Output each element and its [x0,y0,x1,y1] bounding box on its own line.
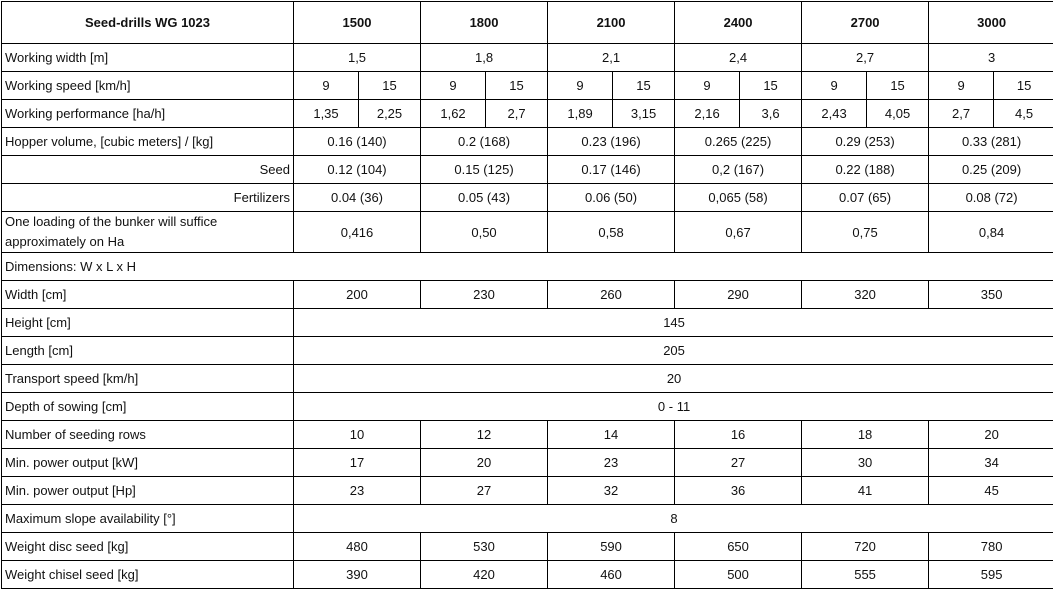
specification-table [1,1,1053,589]
row-label: One loading of the bunker will suffice approximately on Ha [2,212,294,253]
row-label: Min. power output [kW] [2,449,294,477]
cell: 0.23 (196) [548,128,675,156]
cell: 9 [675,72,740,100]
width-row [2,281,1053,309]
seed-row [2,156,1053,184]
cell: 350 [929,281,1053,309]
working-speed-row [2,72,1053,100]
cell: 2,7 [802,44,929,72]
cell: 3,15 [613,100,675,128]
cell: 290 [675,281,802,309]
cell: 200 [294,281,421,309]
section-heading: Dimensions: W x L x H [2,253,1053,281]
cell: 15 [740,72,802,100]
cell: 1,5 [294,44,421,72]
cell: 2,1 [548,44,675,72]
cell: 0.2 (168) [421,128,548,156]
cell: 0.265 (225) [675,128,802,156]
cell: 1,8 [421,44,548,72]
cell: 34 [929,449,1053,477]
cell: 4,5 [994,100,1053,128]
model-2400-header: 2400 [675,2,802,44]
model-1500-header: 1500 [294,2,421,44]
cell: 0,58 [548,212,675,253]
cell: 15 [486,72,548,100]
cell: 16 [675,421,802,449]
model-2100-header: 2100 [548,2,675,44]
row-label: Working speed [km/h] [2,72,294,100]
cell: 0.08 (72) [929,184,1053,212]
row-label: Min. power output [Hp] [2,477,294,505]
cell: 2,16 [675,100,740,128]
one-loading-row [2,212,1053,253]
cell: 23 [294,477,421,505]
cell: 23 [548,449,675,477]
power-kw-row [2,449,1053,477]
cell: 595 [929,561,1053,589]
cell: 320 [802,281,929,309]
cell: 10 [294,421,421,449]
cell: 12 [421,421,548,449]
cell: 650 [675,533,802,561]
cell: 0.15 (125) [421,156,548,184]
cell: 1,35 [294,100,359,128]
cell: 720 [802,533,929,561]
row-label: Weight chisel seed [kg] [2,561,294,589]
weight-disc-row [2,533,1053,561]
cell: 145 [294,309,1053,337]
cell: 45 [929,477,1053,505]
cell: 3 [929,44,1053,72]
cell: 9 [548,72,613,100]
power-hp-row [2,477,1053,505]
cell: 3,6 [740,100,802,128]
cell: 20 [421,449,548,477]
fertilizers-row [2,184,1053,212]
cell: 0.33 (281) [929,128,1053,156]
cell: 780 [929,533,1053,561]
cell: 590 [548,533,675,561]
cell: 20 [294,365,1053,393]
cell: 0,50 [421,212,548,253]
cell: 27 [421,477,548,505]
cell: 27 [675,449,802,477]
cell: 0,2 (167) [675,156,802,184]
cell: 15 [613,72,675,100]
row-label: Depth of sowing [cm] [2,393,294,421]
cell: 0.07 (65) [802,184,929,212]
cell: 480 [294,533,421,561]
weight-chisel-row [2,561,1053,589]
cell: 32 [548,477,675,505]
working-width-row [2,44,1053,72]
cell: 14 [548,421,675,449]
cell: 0.17 (146) [548,156,675,184]
cell: 20 [929,421,1053,449]
cell: 0.22 (188) [802,156,929,184]
row-label: Fertilizers [2,184,294,212]
row-label: Weight disc seed [kg] [2,533,294,561]
model-3000-header: 3000 [929,2,1053,44]
cell: 420 [421,561,548,589]
cell: 0,84 [929,212,1053,253]
cell: 0.12 (104) [294,156,421,184]
table-body [2,2,1053,589]
cell: 2,43 [802,100,867,128]
row-label: Number of seeding rows [2,421,294,449]
cell: 4,05 [867,100,929,128]
length-row [2,337,1053,365]
row-label: Working performance [ha/h] [2,100,294,128]
cell: 1,62 [421,100,486,128]
cell: 0.05 (43) [421,184,548,212]
max-slope-row [2,505,1053,533]
cell: 230 [421,281,548,309]
row-label: Height [cm] [2,309,294,337]
cell: 0,67 [675,212,802,253]
header-row [2,2,1053,44]
cell: 205 [294,337,1053,365]
row-label: Seed [2,156,294,184]
cell: 2,7 [486,100,548,128]
cell: 9 [802,72,867,100]
cell: 9 [421,72,486,100]
cell: 9 [294,72,359,100]
cell: 390 [294,561,421,589]
cell: 17 [294,449,421,477]
cell: 460 [548,561,675,589]
cell: 0 - 11 [294,393,1053,421]
cell: 260 [548,281,675,309]
cell: 2,25 [359,100,421,128]
cell: 2,7 [929,100,994,128]
dimensions-row [2,253,1053,281]
working-performance-row [2,100,1053,128]
cell: 18 [802,421,929,449]
hopper-volume-row [2,128,1053,156]
cell: 1,89 [548,100,613,128]
row-label: Hopper volume, [cubic meters] / [kg] [2,128,294,156]
cell: 555 [802,561,929,589]
cell: 530 [421,533,548,561]
cell: 36 [675,477,802,505]
cell: 0.06 (50) [548,184,675,212]
model-2700-header: 2700 [802,2,929,44]
cell: 30 [802,449,929,477]
row-label: Maximum slope availability [°] [2,505,294,533]
cell: 8 [294,505,1053,533]
height-row [2,309,1053,337]
cell: 0.29 (253) [802,128,929,156]
cell: 0.25 (209) [929,156,1053,184]
transport-speed-row [2,365,1053,393]
cell: 0.16 (140) [294,128,421,156]
cell: 0,75 [802,212,929,253]
cell: 15 [359,72,421,100]
row-label: Length [cm] [2,337,294,365]
row-label: Width [cm] [2,281,294,309]
row-label: Transport speed [km/h] [2,365,294,393]
cell: 0.04 (36) [294,184,421,212]
cell: 500 [675,561,802,589]
cell: 15 [994,72,1053,100]
cell: 2,4 [675,44,802,72]
row-label: Working width [m] [2,44,294,72]
cell: 0,416 [294,212,421,253]
table-title: Seed-drills WG 1023 [2,2,294,44]
model-1800-header: 1800 [421,2,548,44]
cell: 9 [929,72,994,100]
cell: 15 [867,72,929,100]
depth-of-sowing-row [2,393,1053,421]
seeding-rows-row [2,421,1053,449]
cell: 0,065 (58) [675,184,802,212]
cell: 41 [802,477,929,505]
